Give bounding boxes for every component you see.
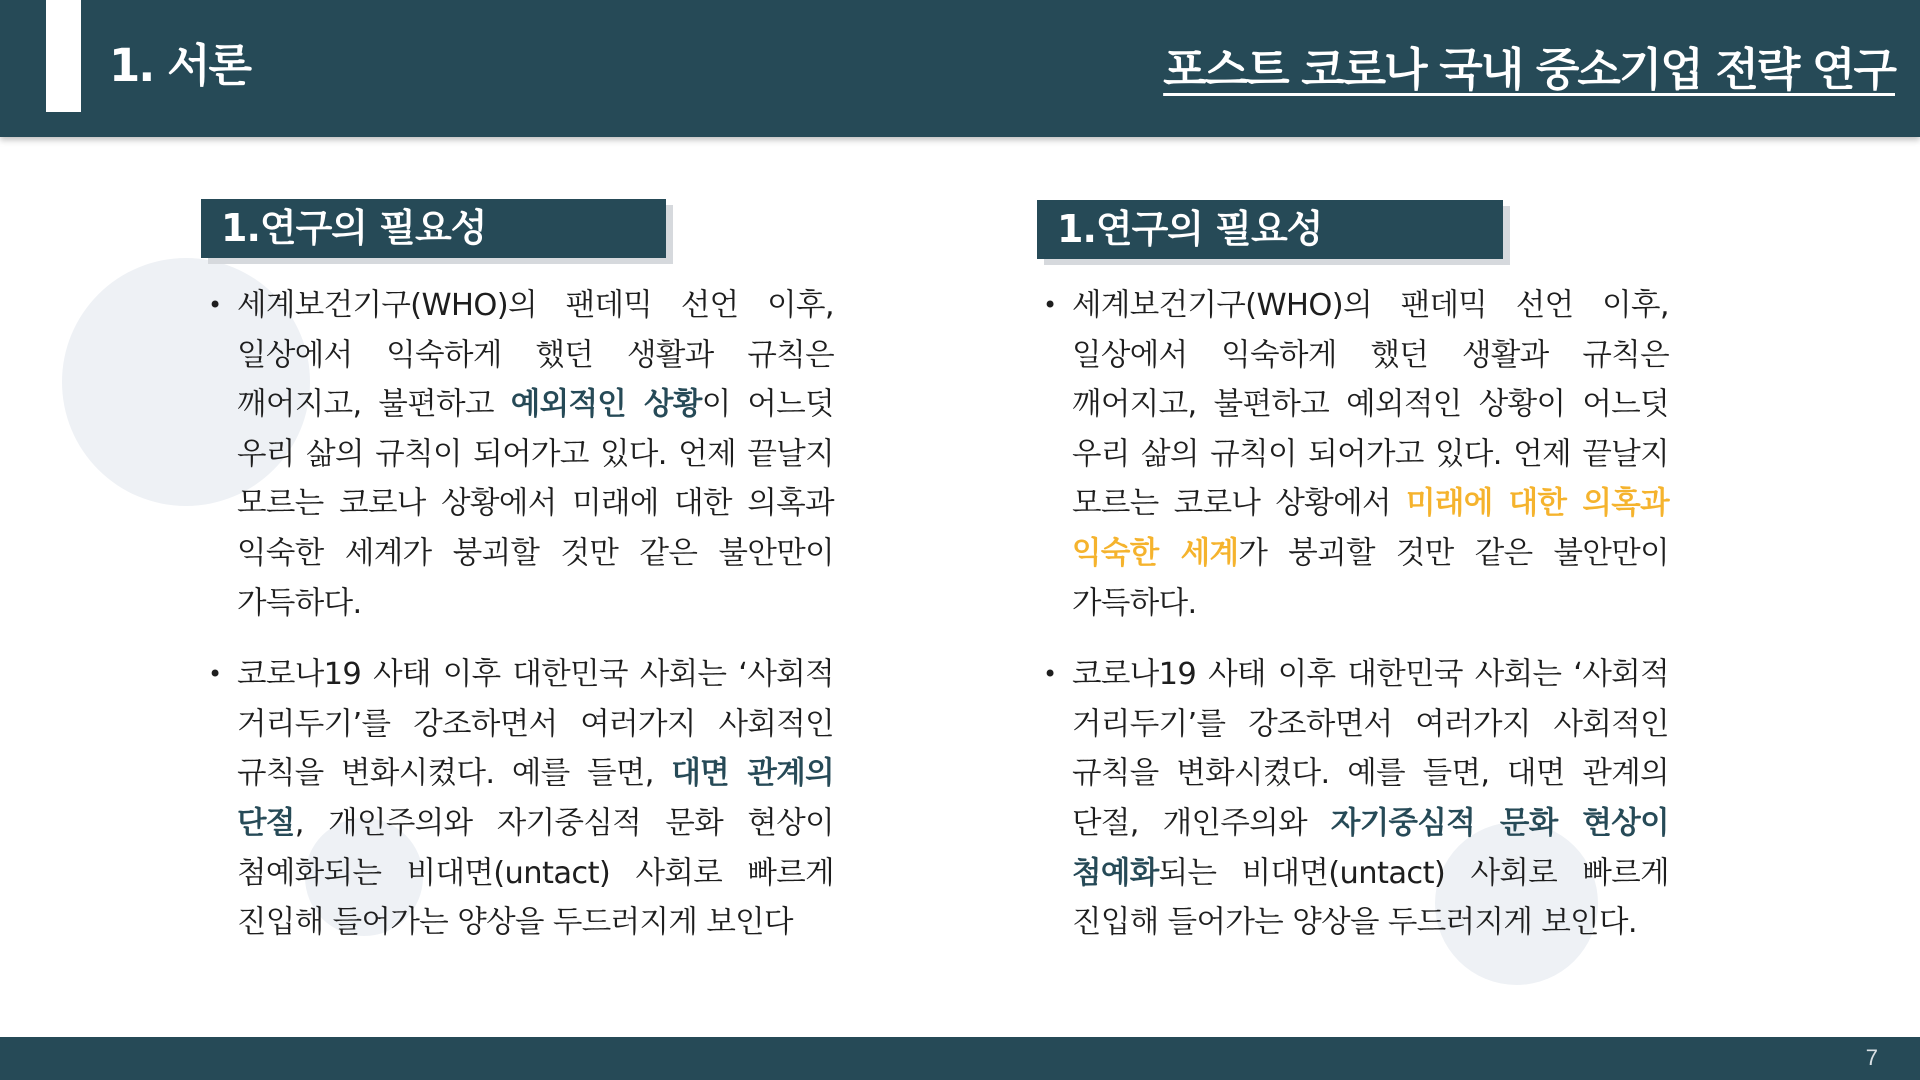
bullet-item: [208, 281, 834, 628]
highlight-text: 예외적인 상황: [510, 387, 702, 423]
highlight-text: 자기중심적 문화 현상이 첨예화: [1072, 805, 1669, 891]
bullet-list-left: [208, 281, 834, 948]
bullet-dot-icon: •: [208, 291, 222, 319]
bullet-text: 되는 비대면(untact) 사회로 빠르게 진입해 들어가는 양상을 두드러지게 보인다.: [1072, 855, 1669, 941]
bullet-text: 코로나19 사태 이후 대한민국 사회는 ‘사회적 거리두기’를 강조하면서 여러가지 사회적인 규칙을 변화시켰다. 예를 들면,: [237, 657, 834, 792]
bullet-text: 세계보건기구(WHO)의 팬데믹 선언 이후, 일상에서 익숙하게 했던 생활과 규칙은 깨어지고, 불편하고: [237, 288, 834, 423]
bullet-dot-icon: •: [1043, 660, 1057, 689]
section-label: 1. 서론: [109, 39, 251, 92]
section-title-box-right: 1.연구의 필요성: [1037, 200, 1503, 259]
bullet-item: [208, 650, 834, 948]
footer-bar: [0, 1037, 1920, 1080]
presentation-title: 포스트 코로나 국내 중소기업 전략 연구: [1163, 43, 1895, 96]
bullet-text: 가 붕괴할 것만 같은 불안만이 가득하다.: [1072, 535, 1669, 621]
page-number: 7: [1865, 1045, 1878, 1070]
header-bar: [0, 0, 1920, 137]
bullet-item: [1043, 650, 1669, 948]
bullet-dot-icon: •: [208, 660, 222, 689]
highlight-text: 미래에 대한 의혹과 익숙한 세계: [1072, 486, 1669, 571]
bullet-text: 세계보건기구(WHO)의 팬데믹 선언 이후, 일상에서 익숙하게 했던 생활과 규칙은 깨어지고, 불편하고 예외적인 상황이 어느덧 우리 삶의 규칙이 되어가고 있다. 언제 끝날지 모르는 코로나 상황에서: [1072, 288, 1669, 522]
bullet-text: 이 어느덧 우리 삶의 규칙이 되어가고 있다. 언제 끝날지 모르는 코로나 상황에서 미래에 대한 의혹과 익숙한 세계가 붕괴할 것만 같은 불안만이 가득하다.: [237, 387, 834, 621]
section-title-box-left: 1.연구의 필요성: [201, 199, 666, 258]
highlight-text: 대면 관계의 단절: [237, 756, 834, 841]
bullet-item: [1043, 281, 1669, 628]
header-accent-bar: [46, 0, 81, 112]
bullet-list-right: [1043, 281, 1669, 948]
bullet-text: , 개인주의와 자기중심적 문화 현상이 첨예화되는 비대면(untact) 사회로 빠르게 진입해 들어가는 양상을 두드러지게 보인다: [237, 805, 834, 941]
bullet-text: 코로나19 사태 이후 대한민국 사회는 ‘사회적 거리두기’를 강조하면서 여러가지 사회적인 규칙을 변화시켰다. 예를 들면, 대면 관계의 단절, 개인주의와: [1072, 657, 1669, 841]
bullet-dot-icon: •: [1043, 291, 1057, 319]
